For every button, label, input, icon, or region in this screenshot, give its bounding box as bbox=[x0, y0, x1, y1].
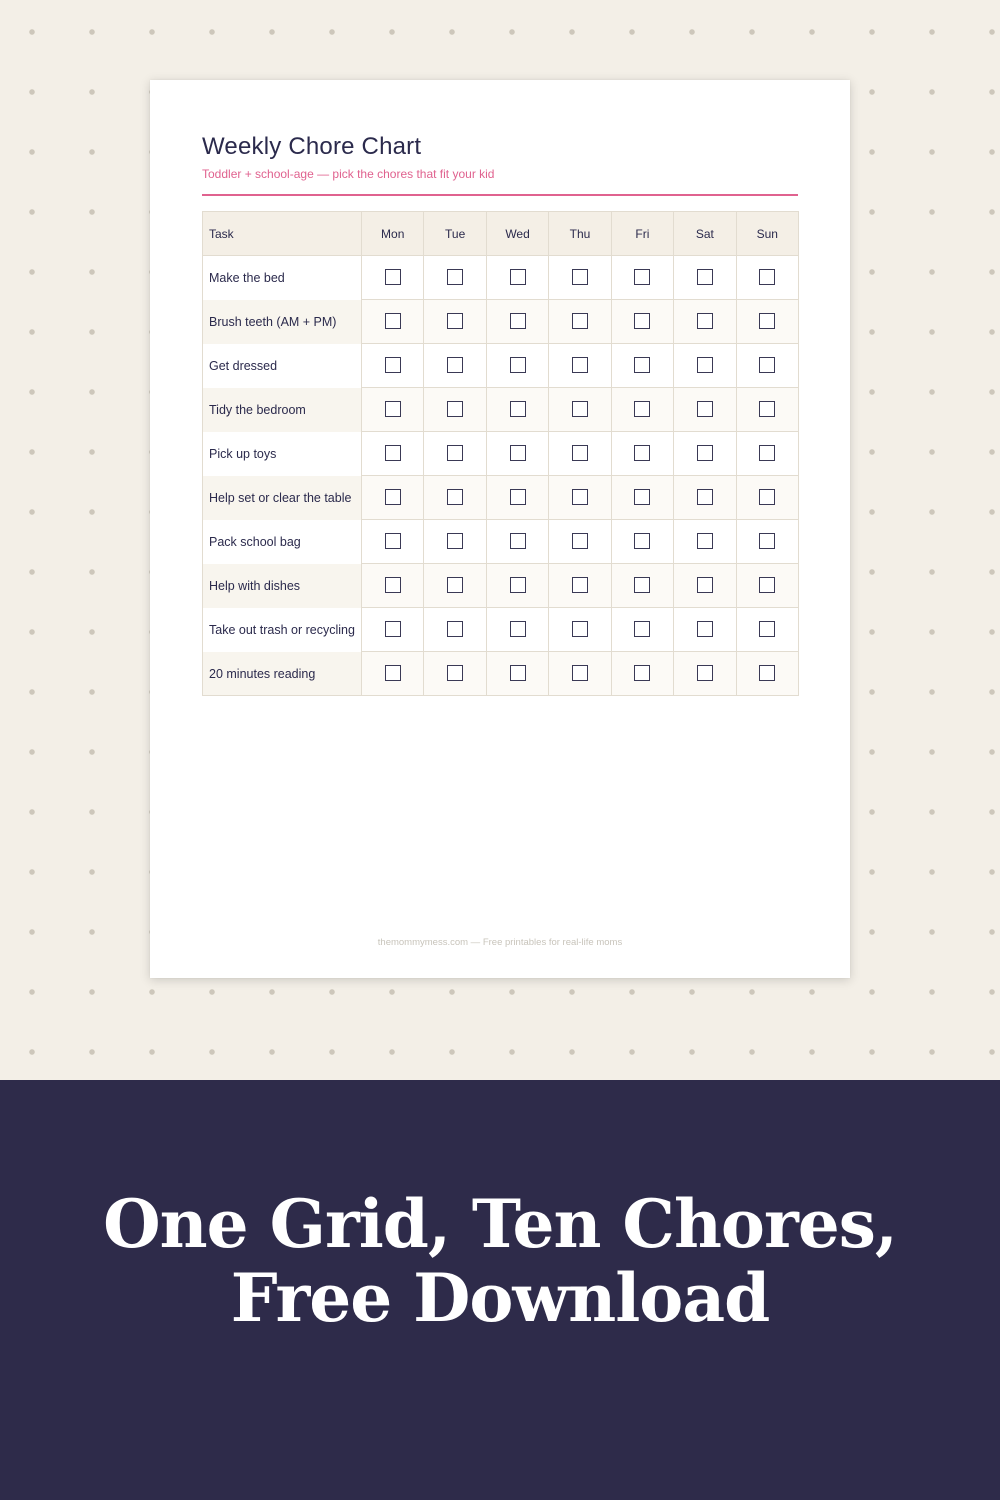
checkbox[interactable] bbox=[759, 269, 775, 285]
table-row bbox=[203, 652, 799, 696]
day-cell-mon bbox=[362, 256, 424, 300]
checkbox[interactable] bbox=[447, 489, 463, 505]
day-cell-mon bbox=[362, 652, 424, 696]
checkbox[interactable] bbox=[447, 357, 463, 373]
checkbox[interactable] bbox=[697, 621, 713, 637]
day-cell-fri bbox=[611, 608, 673, 652]
day-cell-fri bbox=[611, 652, 673, 696]
checkbox[interactable] bbox=[759, 357, 775, 373]
checkbox[interactable] bbox=[572, 313, 588, 329]
day-cell-fri bbox=[611, 300, 673, 344]
table-row bbox=[203, 432, 799, 476]
day-cell-fri bbox=[611, 432, 673, 476]
checkbox[interactable] bbox=[572, 577, 588, 593]
checkbox[interactable] bbox=[634, 577, 650, 593]
day-cell-sun bbox=[736, 388, 798, 432]
task-label: Brush teeth (AM + PM) bbox=[203, 300, 362, 344]
day-cell-tue bbox=[424, 344, 486, 388]
checkbox[interactable] bbox=[634, 665, 650, 681]
checkbox[interactable] bbox=[447, 621, 463, 637]
day-header-sat: Sat bbox=[674, 212, 736, 256]
day-cell-tue bbox=[424, 432, 486, 476]
day-cell-wed bbox=[486, 432, 548, 476]
checkbox[interactable] bbox=[759, 577, 775, 593]
day-cell-sun bbox=[736, 344, 798, 388]
checkbox[interactable] bbox=[634, 269, 650, 285]
checkbox[interactable] bbox=[510, 313, 526, 329]
checkbox[interactable] bbox=[634, 533, 650, 549]
checkbox[interactable] bbox=[385, 401, 401, 417]
checkbox[interactable] bbox=[697, 489, 713, 505]
checkbox[interactable] bbox=[447, 401, 463, 417]
checkbox[interactable] bbox=[510, 269, 526, 285]
day-header-sun: Sun bbox=[736, 212, 798, 256]
day-cell-sat bbox=[674, 564, 736, 608]
day-cell-wed bbox=[486, 388, 548, 432]
checkbox[interactable] bbox=[759, 665, 775, 681]
task-label: Make the bed bbox=[203, 256, 362, 300]
checkbox[interactable] bbox=[510, 621, 526, 637]
day-cell-sat bbox=[674, 388, 736, 432]
day-header-mon: Mon bbox=[362, 212, 424, 256]
task-label: Tidy the bedroom bbox=[203, 388, 362, 432]
day-cell-sat bbox=[674, 300, 736, 344]
checkbox[interactable] bbox=[572, 621, 588, 637]
checkbox[interactable] bbox=[385, 445, 401, 461]
day-cell-mon bbox=[362, 564, 424, 608]
task-label: Pick up toys bbox=[203, 432, 362, 476]
task-label: Get dressed bbox=[203, 344, 362, 388]
day-cell-wed bbox=[486, 256, 548, 300]
table-row bbox=[203, 256, 799, 300]
checkbox[interactable] bbox=[697, 577, 713, 593]
checkbox[interactable] bbox=[510, 401, 526, 417]
chart-title: Weekly Chore Chart bbox=[202, 133, 422, 160]
day-cell-wed bbox=[486, 652, 548, 696]
day-cell-sun bbox=[736, 476, 798, 520]
table-row bbox=[203, 300, 799, 344]
day-cell-tue bbox=[424, 564, 486, 608]
table-row bbox=[203, 476, 799, 520]
table-row bbox=[203, 520, 799, 564]
checkbox[interactable] bbox=[634, 489, 650, 505]
day-cell-tue bbox=[424, 608, 486, 652]
day-cell-mon bbox=[362, 608, 424, 652]
day-cell-fri bbox=[611, 344, 673, 388]
day-cell-wed bbox=[486, 608, 548, 652]
day-cell-wed bbox=[486, 344, 548, 388]
checkbox[interactable] bbox=[697, 313, 713, 329]
task-label: Help with dishes bbox=[203, 564, 362, 608]
day-cell-wed bbox=[486, 520, 548, 564]
checkbox[interactable] bbox=[447, 577, 463, 593]
checkbox[interactable] bbox=[447, 269, 463, 285]
checkbox[interactable] bbox=[572, 489, 588, 505]
checkbox[interactable] bbox=[634, 401, 650, 417]
day-cell-mon bbox=[362, 520, 424, 564]
checkbox[interactable] bbox=[572, 357, 588, 373]
day-cell-sat bbox=[674, 432, 736, 476]
day-cell-sat bbox=[674, 476, 736, 520]
day-cell-sun bbox=[736, 256, 798, 300]
day-header-tue: Tue bbox=[424, 212, 486, 256]
table-row bbox=[203, 564, 799, 608]
headline-line-2: Free Download bbox=[230, 1259, 770, 1337]
day-cell-sun bbox=[736, 652, 798, 696]
checkbox[interactable] bbox=[697, 445, 713, 461]
checkbox[interactable] bbox=[385, 665, 401, 681]
day-cell-mon bbox=[362, 344, 424, 388]
day-cell-tue bbox=[424, 256, 486, 300]
day-cell-mon bbox=[362, 300, 424, 344]
day-cell-fri bbox=[611, 388, 673, 432]
day-cell-fri bbox=[611, 476, 673, 520]
day-cell-thu bbox=[549, 564, 611, 608]
checkbox[interactable] bbox=[385, 533, 401, 549]
header-row bbox=[203, 212, 799, 256]
day-cell-sat bbox=[674, 344, 736, 388]
checkbox[interactable] bbox=[385, 269, 401, 285]
day-cell-tue bbox=[424, 476, 486, 520]
checkbox[interactable] bbox=[385, 313, 401, 329]
checkbox[interactable] bbox=[759, 313, 775, 329]
checkbox[interactable] bbox=[634, 445, 650, 461]
checkbox[interactable] bbox=[510, 533, 526, 549]
checkbox[interactable] bbox=[510, 357, 526, 373]
checkbox[interactable] bbox=[697, 665, 713, 681]
day-cell-sat bbox=[674, 608, 736, 652]
day-cell-thu bbox=[549, 476, 611, 520]
day-cell-mon bbox=[362, 476, 424, 520]
day-cell-thu bbox=[549, 256, 611, 300]
task-label: Take out trash or recycling bbox=[203, 608, 362, 652]
day-cell-thu bbox=[549, 520, 611, 564]
task-label: Pack school bag bbox=[203, 520, 362, 564]
task-label: 20 minutes reading bbox=[203, 652, 362, 696]
day-header-fri: Fri bbox=[611, 212, 673, 256]
table-row bbox=[203, 344, 799, 388]
day-header-thu: Thu bbox=[549, 212, 611, 256]
day-cell-sun bbox=[736, 564, 798, 608]
day-cell-fri bbox=[611, 520, 673, 564]
checkbox[interactable] bbox=[447, 533, 463, 549]
checkbox[interactable] bbox=[510, 577, 526, 593]
task-column-header: Task bbox=[203, 212, 362, 256]
checkbox[interactable] bbox=[510, 445, 526, 461]
day-cell-sun bbox=[736, 432, 798, 476]
day-cell-sat bbox=[674, 520, 736, 564]
day-cell-tue bbox=[424, 300, 486, 344]
checkbox[interactable] bbox=[447, 313, 463, 329]
day-cell-tue bbox=[424, 520, 486, 564]
title-banner bbox=[0, 1080, 1000, 1500]
day-cell-sat bbox=[674, 652, 736, 696]
day-cell-mon bbox=[362, 432, 424, 476]
checkbox[interactable] bbox=[572, 533, 588, 549]
checkbox[interactable] bbox=[697, 533, 713, 549]
day-cell-sun bbox=[736, 520, 798, 564]
banner-headline bbox=[0, 1187, 1000, 1335]
day-cell-tue bbox=[424, 652, 486, 696]
checkbox[interactable] bbox=[759, 621, 775, 637]
day-cell-sun bbox=[736, 608, 798, 652]
chore-rows bbox=[203, 256, 799, 696]
chore-grid bbox=[202, 211, 799, 696]
checkbox[interactable] bbox=[385, 357, 401, 373]
site-footer-note: themommymess.com — Free printables for real-life moms bbox=[377, 937, 623, 948]
checkbox[interactable] bbox=[385, 621, 401, 637]
day-cell-tue bbox=[424, 388, 486, 432]
day-header-wed: Wed bbox=[486, 212, 548, 256]
day-cell-wed bbox=[486, 564, 548, 608]
checkbox[interactable] bbox=[447, 665, 463, 681]
title-divider bbox=[202, 194, 798, 196]
day-cell-mon bbox=[362, 388, 424, 432]
checkbox[interactable] bbox=[634, 357, 650, 373]
checkbox[interactable] bbox=[759, 489, 775, 505]
checkbox[interactable] bbox=[447, 445, 463, 461]
headline-line-1: One Grid, Ten Chores, bbox=[103, 1185, 897, 1263]
task-label: Help set or clear the table bbox=[203, 476, 362, 520]
day-cell-thu bbox=[549, 388, 611, 432]
checkbox[interactable] bbox=[385, 577, 401, 593]
day-cell-fri bbox=[611, 256, 673, 300]
day-cell-thu bbox=[549, 652, 611, 696]
checkbox[interactable] bbox=[697, 401, 713, 417]
checkbox[interactable] bbox=[572, 445, 588, 461]
checkbox[interactable] bbox=[759, 401, 775, 417]
checkbox[interactable] bbox=[759, 445, 775, 461]
checkbox[interactable] bbox=[510, 489, 526, 505]
checkbox[interactable] bbox=[572, 269, 588, 285]
checkbox[interactable] bbox=[572, 665, 588, 681]
checkbox[interactable] bbox=[510, 665, 526, 681]
checkbox[interactable] bbox=[697, 357, 713, 373]
day-cell-thu bbox=[549, 608, 611, 652]
day-cell-sat bbox=[674, 256, 736, 300]
checkbox[interactable] bbox=[634, 313, 650, 329]
checkbox[interactable] bbox=[697, 269, 713, 285]
checkbox[interactable] bbox=[572, 401, 588, 417]
table-row bbox=[203, 608, 799, 652]
day-cell-fri bbox=[611, 564, 673, 608]
day-cell-thu bbox=[549, 432, 611, 476]
day-cell-sun bbox=[736, 300, 798, 344]
day-cell-thu bbox=[549, 300, 611, 344]
day-cell-thu bbox=[549, 344, 611, 388]
day-cell-wed bbox=[486, 476, 548, 520]
chart-subtitle: Toddler + school-age — pick the chores that fit your kid bbox=[202, 167, 495, 181]
table-row bbox=[203, 388, 799, 432]
checkbox[interactable] bbox=[385, 489, 401, 505]
checkbox[interactable] bbox=[634, 621, 650, 637]
printable-sheet bbox=[150, 80, 850, 978]
day-cell-wed bbox=[486, 300, 548, 344]
checkbox[interactable] bbox=[759, 533, 775, 549]
